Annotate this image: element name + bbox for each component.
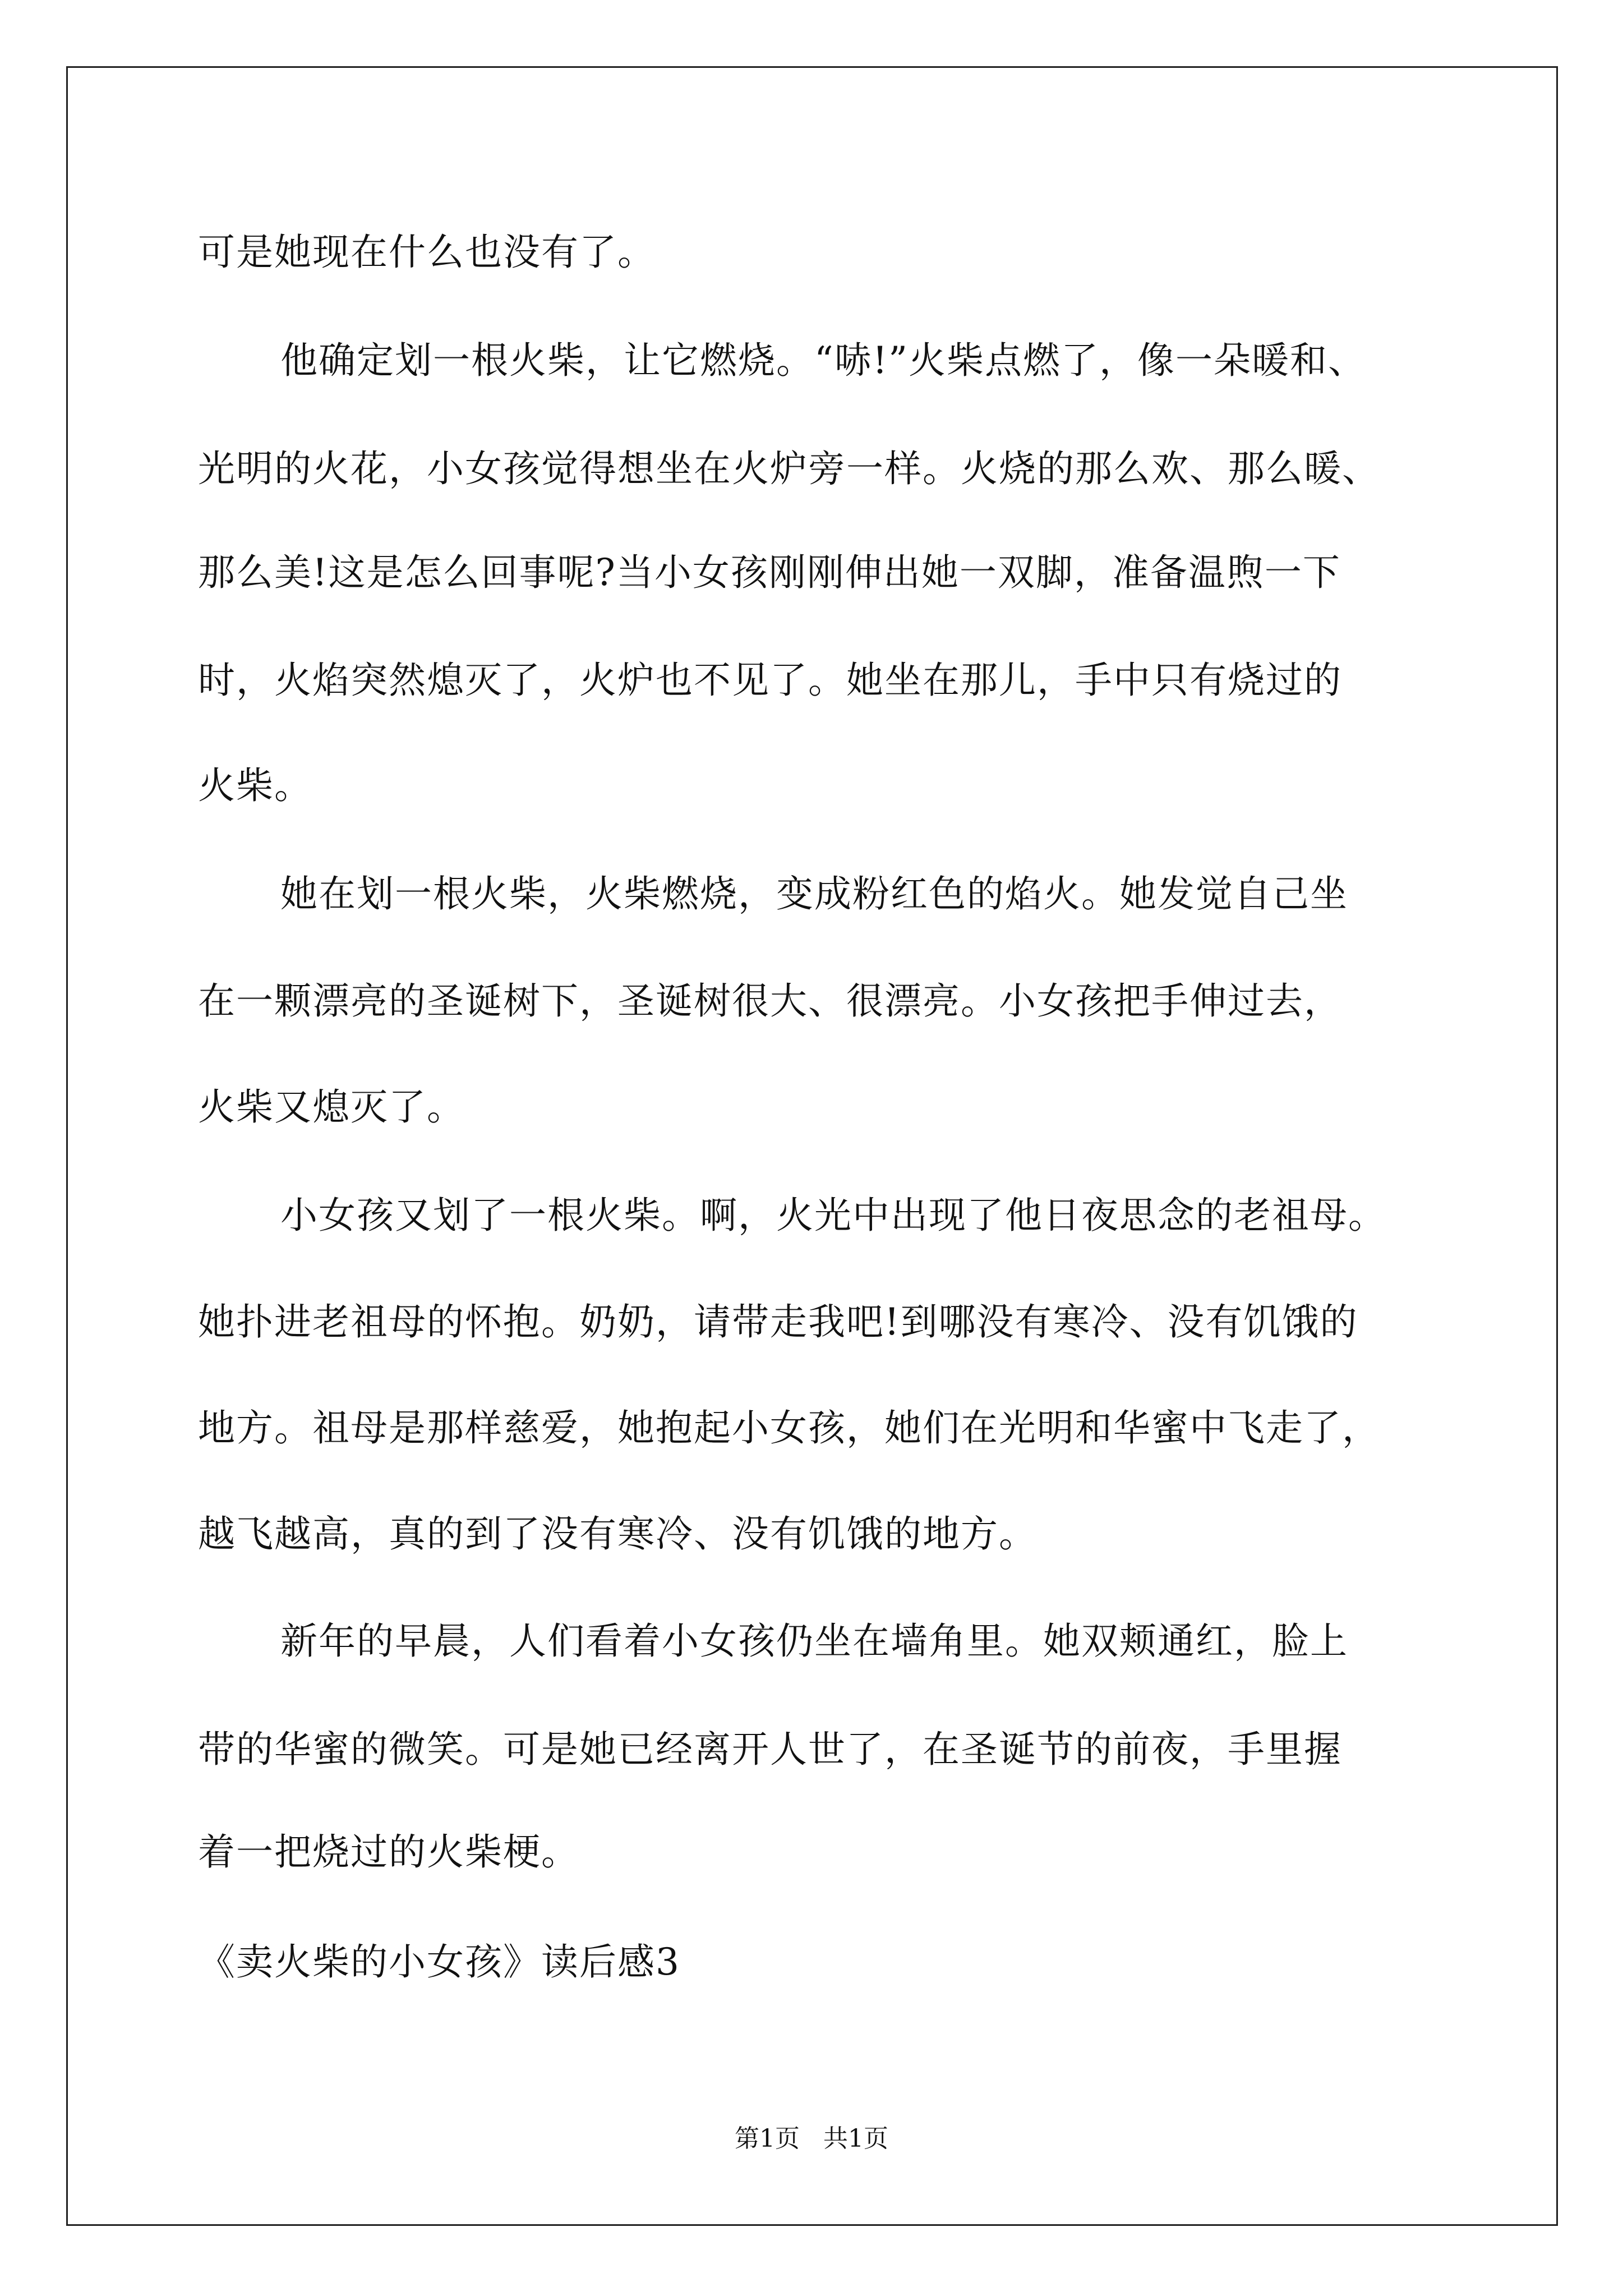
paragraph-first-line: 新年的早晨，人们看着小女孩仍坐在墙角里。她双颊通红，脸上 <box>280 1619 1348 1663</box>
body-line: 越飞越高，真的到了没有寒冷、没有饥饿的地方。 <box>198 1512 1037 1556</box>
body-line: 可是她现在什么也没有了。 <box>198 231 656 274</box>
page-number-footer: 第1页 共1页 <box>735 2124 888 2153</box>
body-line: 时，火焰突然熄灭了，火炉也不见了。她坐在那儿，手中只有烧过的 <box>198 659 1342 702</box>
page-border <box>66 66 1558 2226</box>
paragraph-first-line: 小女孩又划了一根火柴。啊，火光中出现了他日夜思念的老祖母。 <box>280 1194 1386 1237</box>
body-line: 火柴又熄灭了。 <box>198 1085 465 1129</box>
body-line: 在一颗漂亮的圣诞树下，圣诞树很大、很漂亮。小女孩把手伸过去， <box>198 979 1342 1023</box>
section-title: 《卖火柴的小女孩》读后感3 <box>198 1940 680 1984</box>
body-line: 带的华蜜的微笑。可是她已经离开人世了，在圣诞节的前夜，手里握 <box>198 1728 1342 1771</box>
body-line: 地方。祖母是那样慈爱，她抱起小女孩，她们在光明和华蜜中飞走了， <box>198 1406 1380 1450</box>
paragraph-first-line: 她在划一根火柴，火柴燃烧，变成粉红色的焰火。她发觉自己坐 <box>280 872 1348 915</box>
body-line: 火柴。 <box>198 764 312 807</box>
body-line: 那么美!这是怎么回事呢?当小女孩刚刚伸出她一双脚，准备温煦一下 <box>198 551 1341 594</box>
paragraph-first-line: 他确定划一根火柴，让它燃烧。“哧!”火柴点燃了，像一朵暖和、 <box>280 339 1367 382</box>
body-line: 她扑进老祖母的怀抱。奶奶，请带走我吧!到哪没有寒冷、没有饥饿的 <box>198 1300 1358 1343</box>
body-line: 着一把烧过的火柴梗。 <box>198 1830 579 1874</box>
body-line: 光明的火花，小女孩觉得想坐在火炉旁一样。火烧的那么欢、那么暖、 <box>198 447 1380 490</box>
